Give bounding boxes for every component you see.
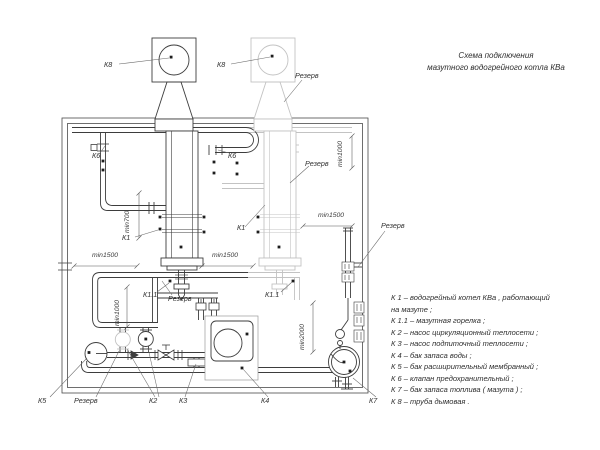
drawing-title-line1: Схема подключения [458, 51, 534, 60]
legend-line: К 2 – насос циркуляционный теплосети ; [391, 327, 539, 337]
legend-line: на мазуте ; [391, 304, 433, 314]
pump-k2-reserve [115, 330, 130, 349]
label-reserve-wall: Резерв [381, 221, 405, 230]
label-k4: К4 [261, 396, 270, 405]
label-reserve-pump: Резерв [74, 396, 98, 405]
legend-line: К 4 – бак запаса воды ; [391, 350, 472, 360]
label-k8-left: К8 [104, 60, 113, 69]
dim-min1500-left: min1500 [92, 252, 119, 259]
label-k1-left: К1 [122, 233, 131, 242]
label-k6-left: К6 [92, 151, 101, 160]
label-reserve-chimney: Резерв [295, 71, 319, 80]
dim-min1000-right: min1000 [337, 140, 344, 167]
dim-min1500-right: min1500 [318, 212, 345, 219]
label-k1-right: К1 [237, 223, 246, 232]
chimney-right-reserve [251, 38, 295, 131]
legend-line: К 8 – труба дымовая . [391, 396, 470, 406]
label-k11-right: К1.1 [265, 290, 280, 299]
label-k11-left: К1.1 [143, 290, 158, 299]
legend-line: К 5 – бак расширительный мембранный ; [391, 362, 539, 372]
label-k3: К3 [179, 396, 188, 405]
dim-min1500-mid: min1500 [212, 252, 239, 259]
legend-line: К 1.1 – мазутная горелка ; [391, 316, 486, 326]
dim-min1000-left: min1000 [114, 299, 121, 326]
drawing-title [398, 50, 594, 73]
label-reserve-boiler: Резерв [305, 159, 329, 168]
legend [391, 292, 550, 407]
label-k6-right: К6 [228, 151, 237, 160]
legend-line: К 7 – бак запаса топлива ( мазута ) ; [391, 385, 523, 395]
chimney-left [152, 38, 196, 131]
legend-line: К 6 – клапан предохранительный ; [391, 373, 514, 383]
dim-min700: min700 [124, 210, 131, 233]
wall-tag-boxes [342, 262, 364, 342]
label-k5: К5 [38, 396, 47, 405]
label-k7: К7 [369, 396, 378, 405]
label-reserve-burner: Резерв [168, 294, 192, 303]
label-k8-right: К8 [217, 60, 226, 69]
boiler-right-reserve [259, 131, 301, 295]
water-tank-k4 [205, 316, 258, 380]
label-k2: К2 [149, 396, 158, 405]
dim-min2000: min2000 [299, 323, 306, 350]
safety-valve-k6-left [91, 144, 109, 151]
drawing-title-line2: мазутного водогрейного котла КВа [427, 62, 565, 72]
legend-line: К 1 – водогрейный котел КВа , работающий [391, 293, 550, 302]
boiler-left [161, 131, 203, 300]
legend-line: К 3 – насос подпиточный теплосети ; [391, 339, 528, 349]
